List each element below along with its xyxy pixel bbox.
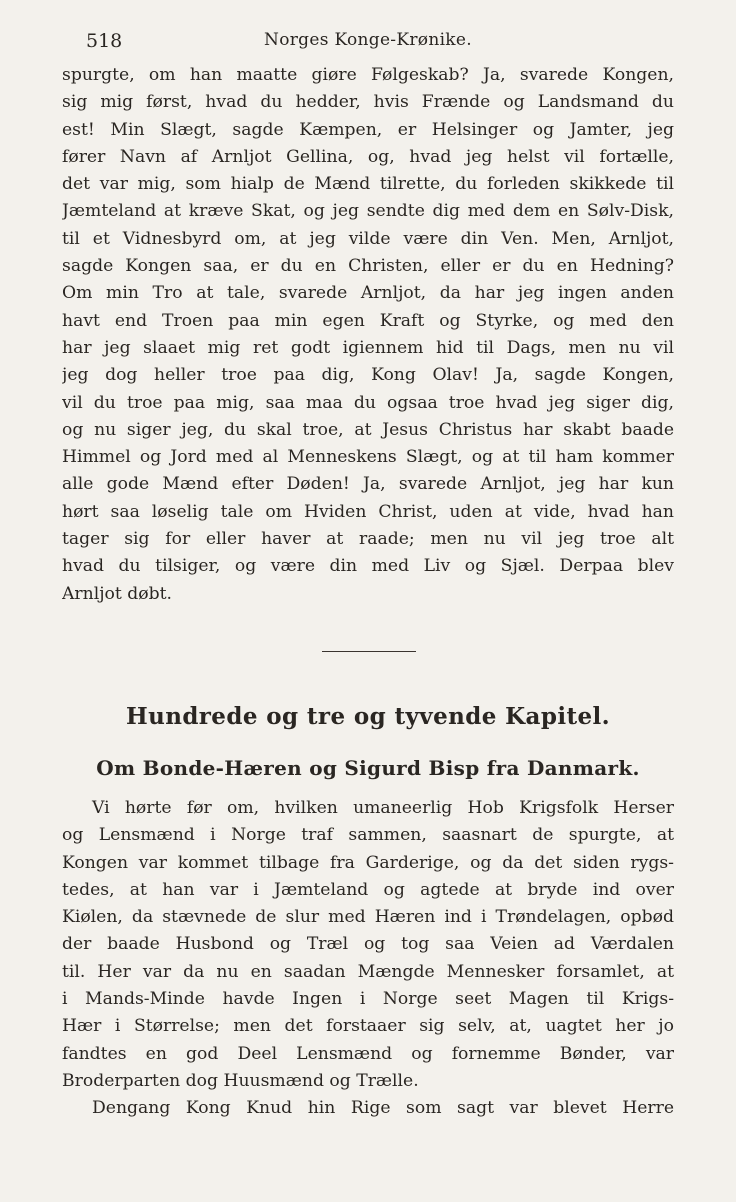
text-line: fører Navn af Arnljot Gellina, og, hvad jeg helst vil fortælle, bbox=[62, 146, 674, 167]
running-title: Norges Konge-Krønike. bbox=[264, 30, 472, 50]
text-line: det var mig, som hialp de Mænd tilrette, du forleden skikkede til bbox=[62, 174, 674, 195]
text-line: og Lensmænd i Norge traf sammen, saasnart de spurgte, at bbox=[62, 825, 674, 846]
text-line: Broderparten dog Huusmænd og Trælle. bbox=[62, 1070, 419, 1091]
chapter-title: Hundrede og tre og tyvende Kapitel. bbox=[125, 703, 611, 730]
text-line: fandtes en god Deel Lensmænd og fornemme Bønder, var bbox=[62, 1043, 674, 1064]
text-line: jeg dog heller troe paa dig, Kong Olav! Ja, sagde Kongen, bbox=[62, 365, 674, 386]
text-line: tager sig for eller haver at raade; men nu vil jeg troe alt bbox=[62, 529, 674, 550]
text-line: Dengang Kong Knud hin Rige som sagt var blevet Herre bbox=[92, 1098, 674, 1119]
text-line: Kongen var kommet tilbage fra Garderige, og da det siden rygs- bbox=[62, 852, 674, 873]
text-line: hvad du tilsiger, og være din med Liv og Sjæl. Derpaa blev bbox=[62, 556, 674, 577]
text-line: Hær i Størrelse; men det forstaaer sig selv, at, uagtet her jo bbox=[62, 1016, 674, 1037]
body-text-section-1 bbox=[62, 62, 674, 608]
text-line: spurgte, om han maatte giøre Følgeskab? Ja, svarede Kongen, bbox=[62, 65, 674, 85]
text-line: Kiølen, da stævnede de slur med Hæren ind i Trøndelagen, opbød bbox=[62, 907, 674, 928]
text-line: hørt saa løselig tale om Hviden Christ, uden at vide, hvad han bbox=[62, 501, 674, 522]
text-line: Vi hørte før om, hvilken umaneerlig Hob Krigsfolk Herser bbox=[92, 798, 674, 818]
chapter-subtitle: Om Bonde-Hæren og Sigurd Bisp fra Danmark. bbox=[96, 756, 640, 780]
text-line: sagde Kongen saa, er du en Christen, eller er du en Hedning? bbox=[62, 256, 674, 277]
page-number: 518 bbox=[86, 30, 123, 52]
page-header bbox=[62, 30, 674, 60]
text-line: tedes, at han var i Jæmteland og agtede at bryde ind over bbox=[62, 879, 674, 900]
text-line: i Mands-Minde havde Ingen i Norge seet Magen til Krigs- bbox=[62, 989, 674, 1010]
text-line: til et Vidnesbyrd om, at jeg vilde være din Ven. Men, Arnljot, bbox=[62, 228, 674, 249]
text-line: vil du troe paa mig, saa maa du ogsaa troe hvad jeg siger dig, bbox=[62, 392, 674, 413]
text-line: est! Min Slægt, sagde Kæmpen, er Helsinger og Jamter, jeg bbox=[62, 119, 674, 140]
text-line: til. Her var da nu en saadan Mængde Mennesker forsamlet, at bbox=[62, 961, 674, 982]
text-line: alle gode Mænd efter Døden! Ja, svarede Arnljot, jeg har kun bbox=[62, 474, 674, 495]
text-line: Himmel og Jord med al Menneskens Slægt, og at til ham kommer bbox=[62, 447, 674, 468]
text-line: Jæmteland at kræve Skat, og jeg sendte dig med dem en Sølv-Disk, bbox=[62, 201, 674, 222]
text-line: sig mig først, hvad du hedder, hvis Frænde og Landsmand du bbox=[62, 92, 674, 113]
text-line: Om min Tro at tale, svarede Arnljot, da har jeg ingen anden bbox=[62, 283, 674, 304]
text-line: havt end Troen paa min egen Kraft og Styrke, og med den bbox=[62, 310, 674, 331]
body-text-section-2 bbox=[62, 795, 674, 1123]
text-line: har jeg slaaet mig ret godt igiennem hid til Dags, men nu vil bbox=[62, 337, 674, 358]
section-divider-rule bbox=[322, 651, 416, 652]
text-line: og nu siger jeg, du skal troe, at Jesus Christus har skabt baade bbox=[62, 419, 674, 440]
text-line: der baade Husbond og Træl og tog saa Veien ad Værdalen bbox=[62, 934, 674, 955]
text-line: Arnljot døbt. bbox=[62, 583, 172, 604]
